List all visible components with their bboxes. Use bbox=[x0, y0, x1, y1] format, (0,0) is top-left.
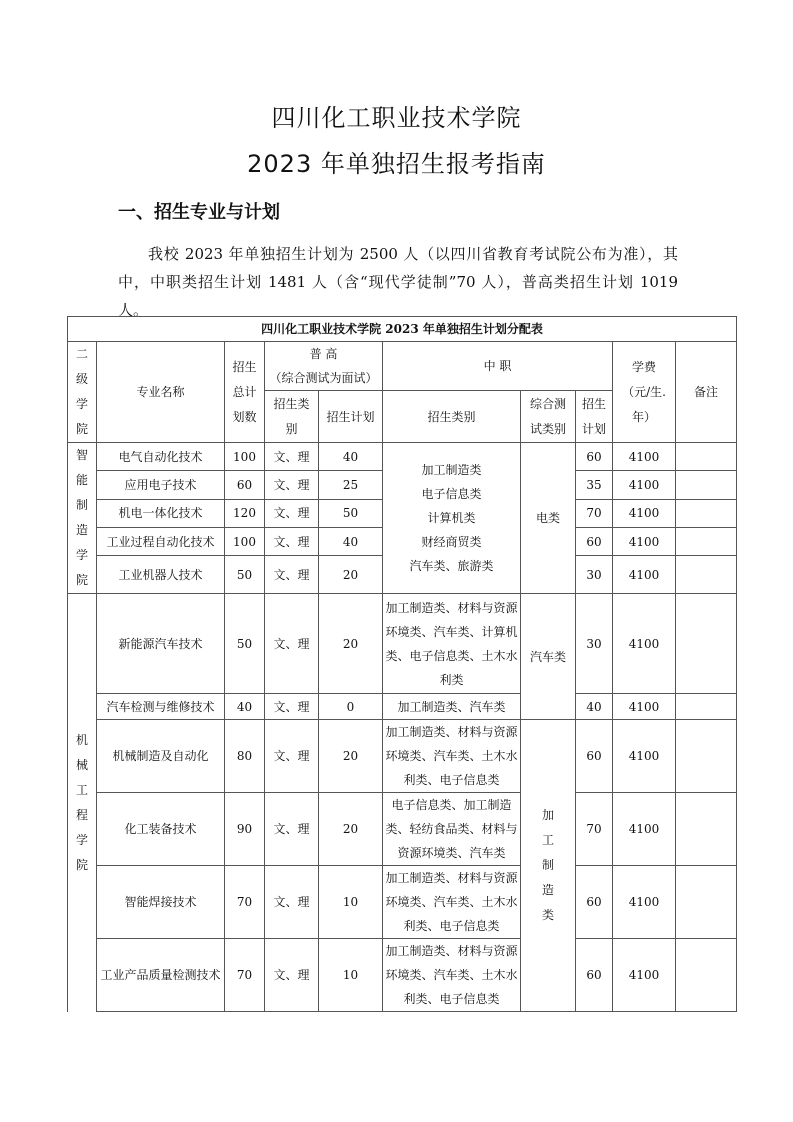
fee-cell: 4100 bbox=[613, 594, 676, 694]
total-cell: 70 bbox=[225, 866, 265, 939]
zz-plan-cell: 30 bbox=[576, 556, 613, 594]
zz-plan-cell: 30 bbox=[576, 594, 613, 694]
remark-cell bbox=[676, 556, 737, 594]
fee-cell: 4100 bbox=[613, 939, 676, 1012]
major-cell: 工业机器人技术 bbox=[97, 556, 225, 594]
pg-category-cell: 文、理 bbox=[265, 866, 319, 939]
fee-cell: 4100 bbox=[613, 443, 676, 471]
zz-plan-cell: 70 bbox=[576, 499, 613, 527]
pg-category-cell: 文、理 bbox=[265, 594, 319, 694]
pg-category-cell: 文、理 bbox=[265, 527, 319, 555]
major-cell: 应用电子技术 bbox=[97, 471, 225, 499]
remark-cell bbox=[676, 594, 737, 694]
fee-cell: 4100 bbox=[613, 793, 676, 866]
header-pugao-category: 招生类别 bbox=[265, 391, 319, 443]
zz-category-cell: 加工制造类、材料与资源环境类、汽车类、土木水利类、电子信息类 bbox=[383, 939, 521, 1012]
section-heading: 一、招生专业与计划 bbox=[118, 202, 280, 223]
pg-plan-cell: 20 bbox=[319, 720, 383, 793]
header-zz-category: 招生类别 bbox=[383, 391, 521, 443]
zz-plan-cell: 40 bbox=[576, 694, 613, 720]
header-zz-plan: 招生计划 bbox=[576, 391, 613, 443]
header-zhongzhi: 中 职 bbox=[383, 342, 613, 391]
pg-category-cell: 文、理 bbox=[265, 793, 319, 866]
pg-plan-cell: 10 bbox=[319, 866, 383, 939]
fee-cell: 4100 bbox=[613, 720, 676, 793]
pg-plan-cell: 25 bbox=[319, 471, 383, 499]
major-cell: 工业产品质量检测技术 bbox=[97, 939, 225, 1012]
fee-cell: 4100 bbox=[613, 499, 676, 527]
pg-plan-cell: 20 bbox=[319, 594, 383, 694]
zz-test-category-cell: 加工制造类 bbox=[521, 720, 576, 1012]
pg-category-cell: 文、理 bbox=[265, 939, 319, 1012]
table-row bbox=[68, 720, 737, 793]
fee-cell: 4100 bbox=[613, 694, 676, 720]
total-cell: 100 bbox=[225, 443, 265, 471]
zz-plan-cell: 60 bbox=[576, 443, 613, 471]
major-cell: 机械制造及自动化 bbox=[97, 720, 225, 793]
zz-plan-cell: 60 bbox=[576, 939, 613, 1012]
total-cell: 80 bbox=[225, 720, 265, 793]
total-cell: 40 bbox=[225, 694, 265, 720]
total-cell: 90 bbox=[225, 793, 265, 866]
zz-test-category-cell: 汽车类 bbox=[521, 594, 576, 720]
header-fee: 学费（元/生.年） bbox=[613, 342, 676, 443]
total-cell: 60 bbox=[225, 471, 265, 499]
college-cell: 机械工程学院 bbox=[68, 594, 97, 1012]
major-cell: 新能源汽车技术 bbox=[97, 594, 225, 694]
total-cell: 50 bbox=[225, 594, 265, 694]
remark-cell bbox=[676, 939, 737, 1012]
table-row bbox=[68, 939, 737, 1012]
major-cell: 机电一体化技术 bbox=[97, 499, 225, 527]
zz-category-cell: 加工制造类、材料与资源环境类、汽车类、计算机类、电子信息类、土木水利类 bbox=[383, 594, 521, 694]
table-row bbox=[68, 694, 737, 720]
major-cell: 化工装备技术 bbox=[97, 793, 225, 866]
zz-category-cell: 加工制造类、材料与资源环境类、汽车类、土木水利类、电子信息类 bbox=[383, 720, 521, 793]
remark-cell bbox=[676, 720, 737, 793]
pg-category-cell: 文、理 bbox=[265, 443, 319, 471]
total-cell: 70 bbox=[225, 939, 265, 1012]
pg-plan-cell: 20 bbox=[319, 556, 383, 594]
pg-plan-cell: 40 bbox=[319, 527, 383, 555]
remark-cell bbox=[676, 793, 737, 866]
table-row bbox=[68, 793, 737, 866]
zz-category-cell: 加工制造类 电子信息类 计算机类 财经商贸类 汽车类、旅游类 bbox=[383, 443, 521, 594]
college-cell: 智能制造学院 bbox=[68, 443, 97, 594]
table-row bbox=[68, 866, 737, 939]
table-row bbox=[68, 443, 737, 471]
document-title: 四川化工职业技术学院 bbox=[271, 104, 522, 132]
fee-cell: 4100 bbox=[613, 471, 676, 499]
remark-cell bbox=[676, 443, 737, 471]
major-cell: 智能焊接技术 bbox=[97, 866, 225, 939]
pg-plan-cell: 0 bbox=[319, 694, 383, 720]
major-cell: 电气自动化技术 bbox=[97, 443, 225, 471]
pg-category-cell: 文、理 bbox=[265, 694, 319, 720]
document-subtitle: 2023 年单独招生报考指南 bbox=[247, 150, 546, 178]
header-pugao: 普 高 （综合测试为面试） bbox=[265, 342, 383, 391]
remark-cell bbox=[676, 499, 737, 527]
pg-plan-cell: 50 bbox=[319, 499, 383, 527]
remark-cell bbox=[676, 471, 737, 499]
table-caption: 四川化工职业技术学院 2023 年单独招生计划分配表 bbox=[68, 317, 737, 342]
header-pugao-plan: 招生计划 bbox=[319, 391, 383, 443]
total-cell: 100 bbox=[225, 527, 265, 555]
zz-plan-cell: 60 bbox=[576, 527, 613, 555]
enrollment-plan-table bbox=[67, 316, 737, 1012]
header-total: 招生总计划数 bbox=[225, 342, 265, 443]
pg-category-cell: 文、理 bbox=[265, 556, 319, 594]
remark-cell bbox=[676, 866, 737, 939]
header-remark: 备注 bbox=[676, 342, 737, 443]
pg-plan-cell: 20 bbox=[319, 793, 383, 866]
table-row bbox=[68, 594, 737, 694]
zz-plan-cell: 35 bbox=[576, 471, 613, 499]
total-cell: 120 bbox=[225, 499, 265, 527]
zz-category-cell: 加工制造类、汽车类 bbox=[383, 694, 521, 720]
pg-category-cell: 文、理 bbox=[265, 720, 319, 793]
pg-plan-cell: 40 bbox=[319, 443, 383, 471]
major-cell: 汽车检测与维修技术 bbox=[97, 694, 225, 720]
header-major: 专业名称 bbox=[97, 342, 225, 443]
intro-paragraph: 我校 2023 年单独招生计划为 2500 人（以四川省教育考试院公布为准），其中，中职类招生计划 1481 人（含“现代学徒制”70 人），普高类招生计划 1019 人。 bbox=[118, 245, 678, 319]
fee-cell: 4100 bbox=[613, 866, 676, 939]
zz-plan-cell: 60 bbox=[576, 866, 613, 939]
zz-plan-cell: 60 bbox=[576, 720, 613, 793]
total-cell: 50 bbox=[225, 556, 265, 594]
header-zz-test-category: 综合测试类别 bbox=[521, 391, 576, 443]
fee-cell: 4100 bbox=[613, 527, 676, 555]
pg-category-cell: 文、理 bbox=[265, 499, 319, 527]
major-cell: 工业过程自动化技术 bbox=[97, 527, 225, 555]
header-college: 二级学院 bbox=[68, 342, 97, 443]
remark-cell bbox=[676, 694, 737, 720]
remark-cell bbox=[676, 527, 737, 555]
zz-test-category-cell: 电类 bbox=[521, 443, 576, 594]
fee-cell: 4100 bbox=[613, 556, 676, 594]
pg-category-cell: 文、理 bbox=[265, 471, 319, 499]
zz-category-cell: 加工制造类、材料与资源环境类、汽车类、土木水利类、电子信息类 bbox=[383, 866, 521, 939]
zz-category-cell: 电子信息类、加工制造类、轻纺食品类、材料与资源环境类、汽车类 bbox=[383, 793, 521, 866]
pg-plan-cell: 10 bbox=[319, 939, 383, 1012]
zz-plan-cell: 70 bbox=[576, 793, 613, 866]
